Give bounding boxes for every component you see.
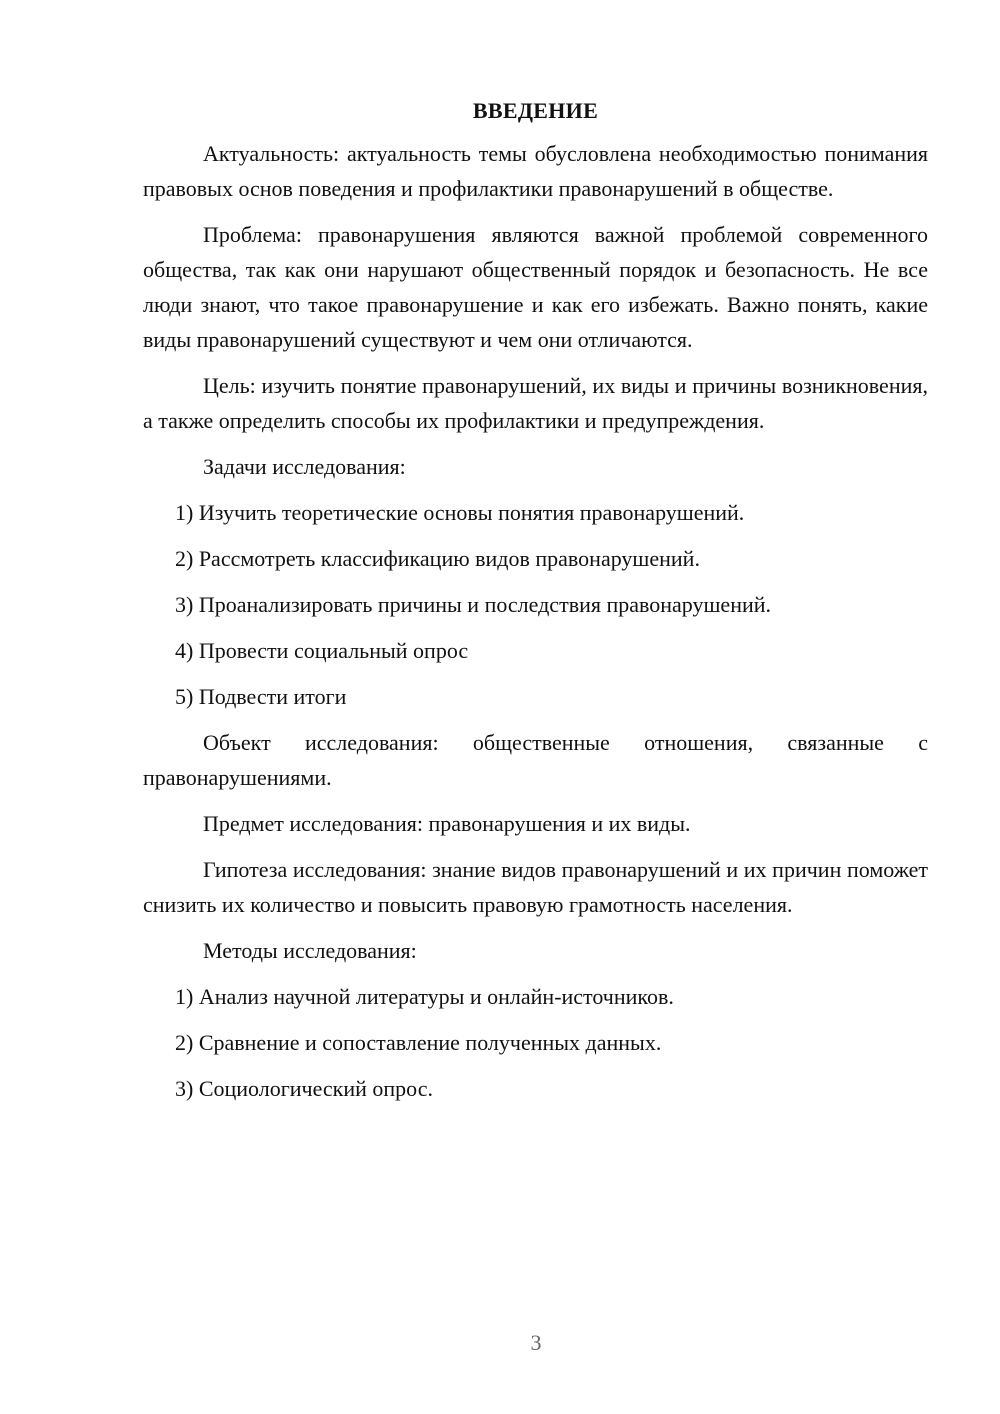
object-paragraph: Объект исследования: общественные отношения, связанные с правонарушениями. xyxy=(143,730,928,790)
list-item: 2) Рассмотреть классификацию видов правонарушений. xyxy=(175,546,700,571)
list-item: 3) Проанализировать причины и последствия правонарушений. xyxy=(175,592,772,617)
tasks-list xyxy=(143,495,928,714)
page-number: 3 xyxy=(530,1330,542,1355)
list-item: 1) Изучить теоретические основы понятия правонарушений. xyxy=(175,500,745,525)
tasks-heading: Задачи исследования: xyxy=(203,454,406,479)
list-item: 1) Анализ научной литературы и онлайн-источников. xyxy=(175,984,674,1009)
list-item: 2) Сравнение и сопоставление полученных данных. xyxy=(175,1030,662,1055)
hypothesis-paragraph: Гипотеза исследования: знание видов правонарушений и их причин поможет снизить их количество и повысить правовую грамотность населения. xyxy=(143,857,928,917)
relevance-paragraph: Актуальность: актуальность темы обусловлена необходимостью понимания правовых основ поведения и профилактики правонарушений в обществе. xyxy=(143,141,928,201)
methods-list xyxy=(143,979,928,1106)
problem-paragraph: Проблема: правонарушения являются важной проблемой современного общества, так как они нарушают общественный порядок и безопасность. Не все люди знают, что такое правонарушение и как его избежать. Важно понять, какие виды правонарушений существуют и чем они отличаются. xyxy=(143,222,928,352)
section-title: ВВЕДЕНИЕ xyxy=(472,98,599,123)
goal-paragraph: Цель: изучить понятие правонарушений, их виды и причины возникновения, а также определить способы их профилактики и предупреждения. xyxy=(143,373,928,433)
document-page xyxy=(143,96,928,1117)
methods-heading: Методы исследования: xyxy=(203,938,417,963)
subject-paragraph: Предмет исследования: правонарушения и их виды. xyxy=(203,811,691,836)
list-item: 4) Провести социальный опрос xyxy=(175,638,469,663)
list-item: 5) Подвести итоги xyxy=(175,684,347,709)
list-item: 3) Социологический опрос. xyxy=(175,1076,433,1101)
